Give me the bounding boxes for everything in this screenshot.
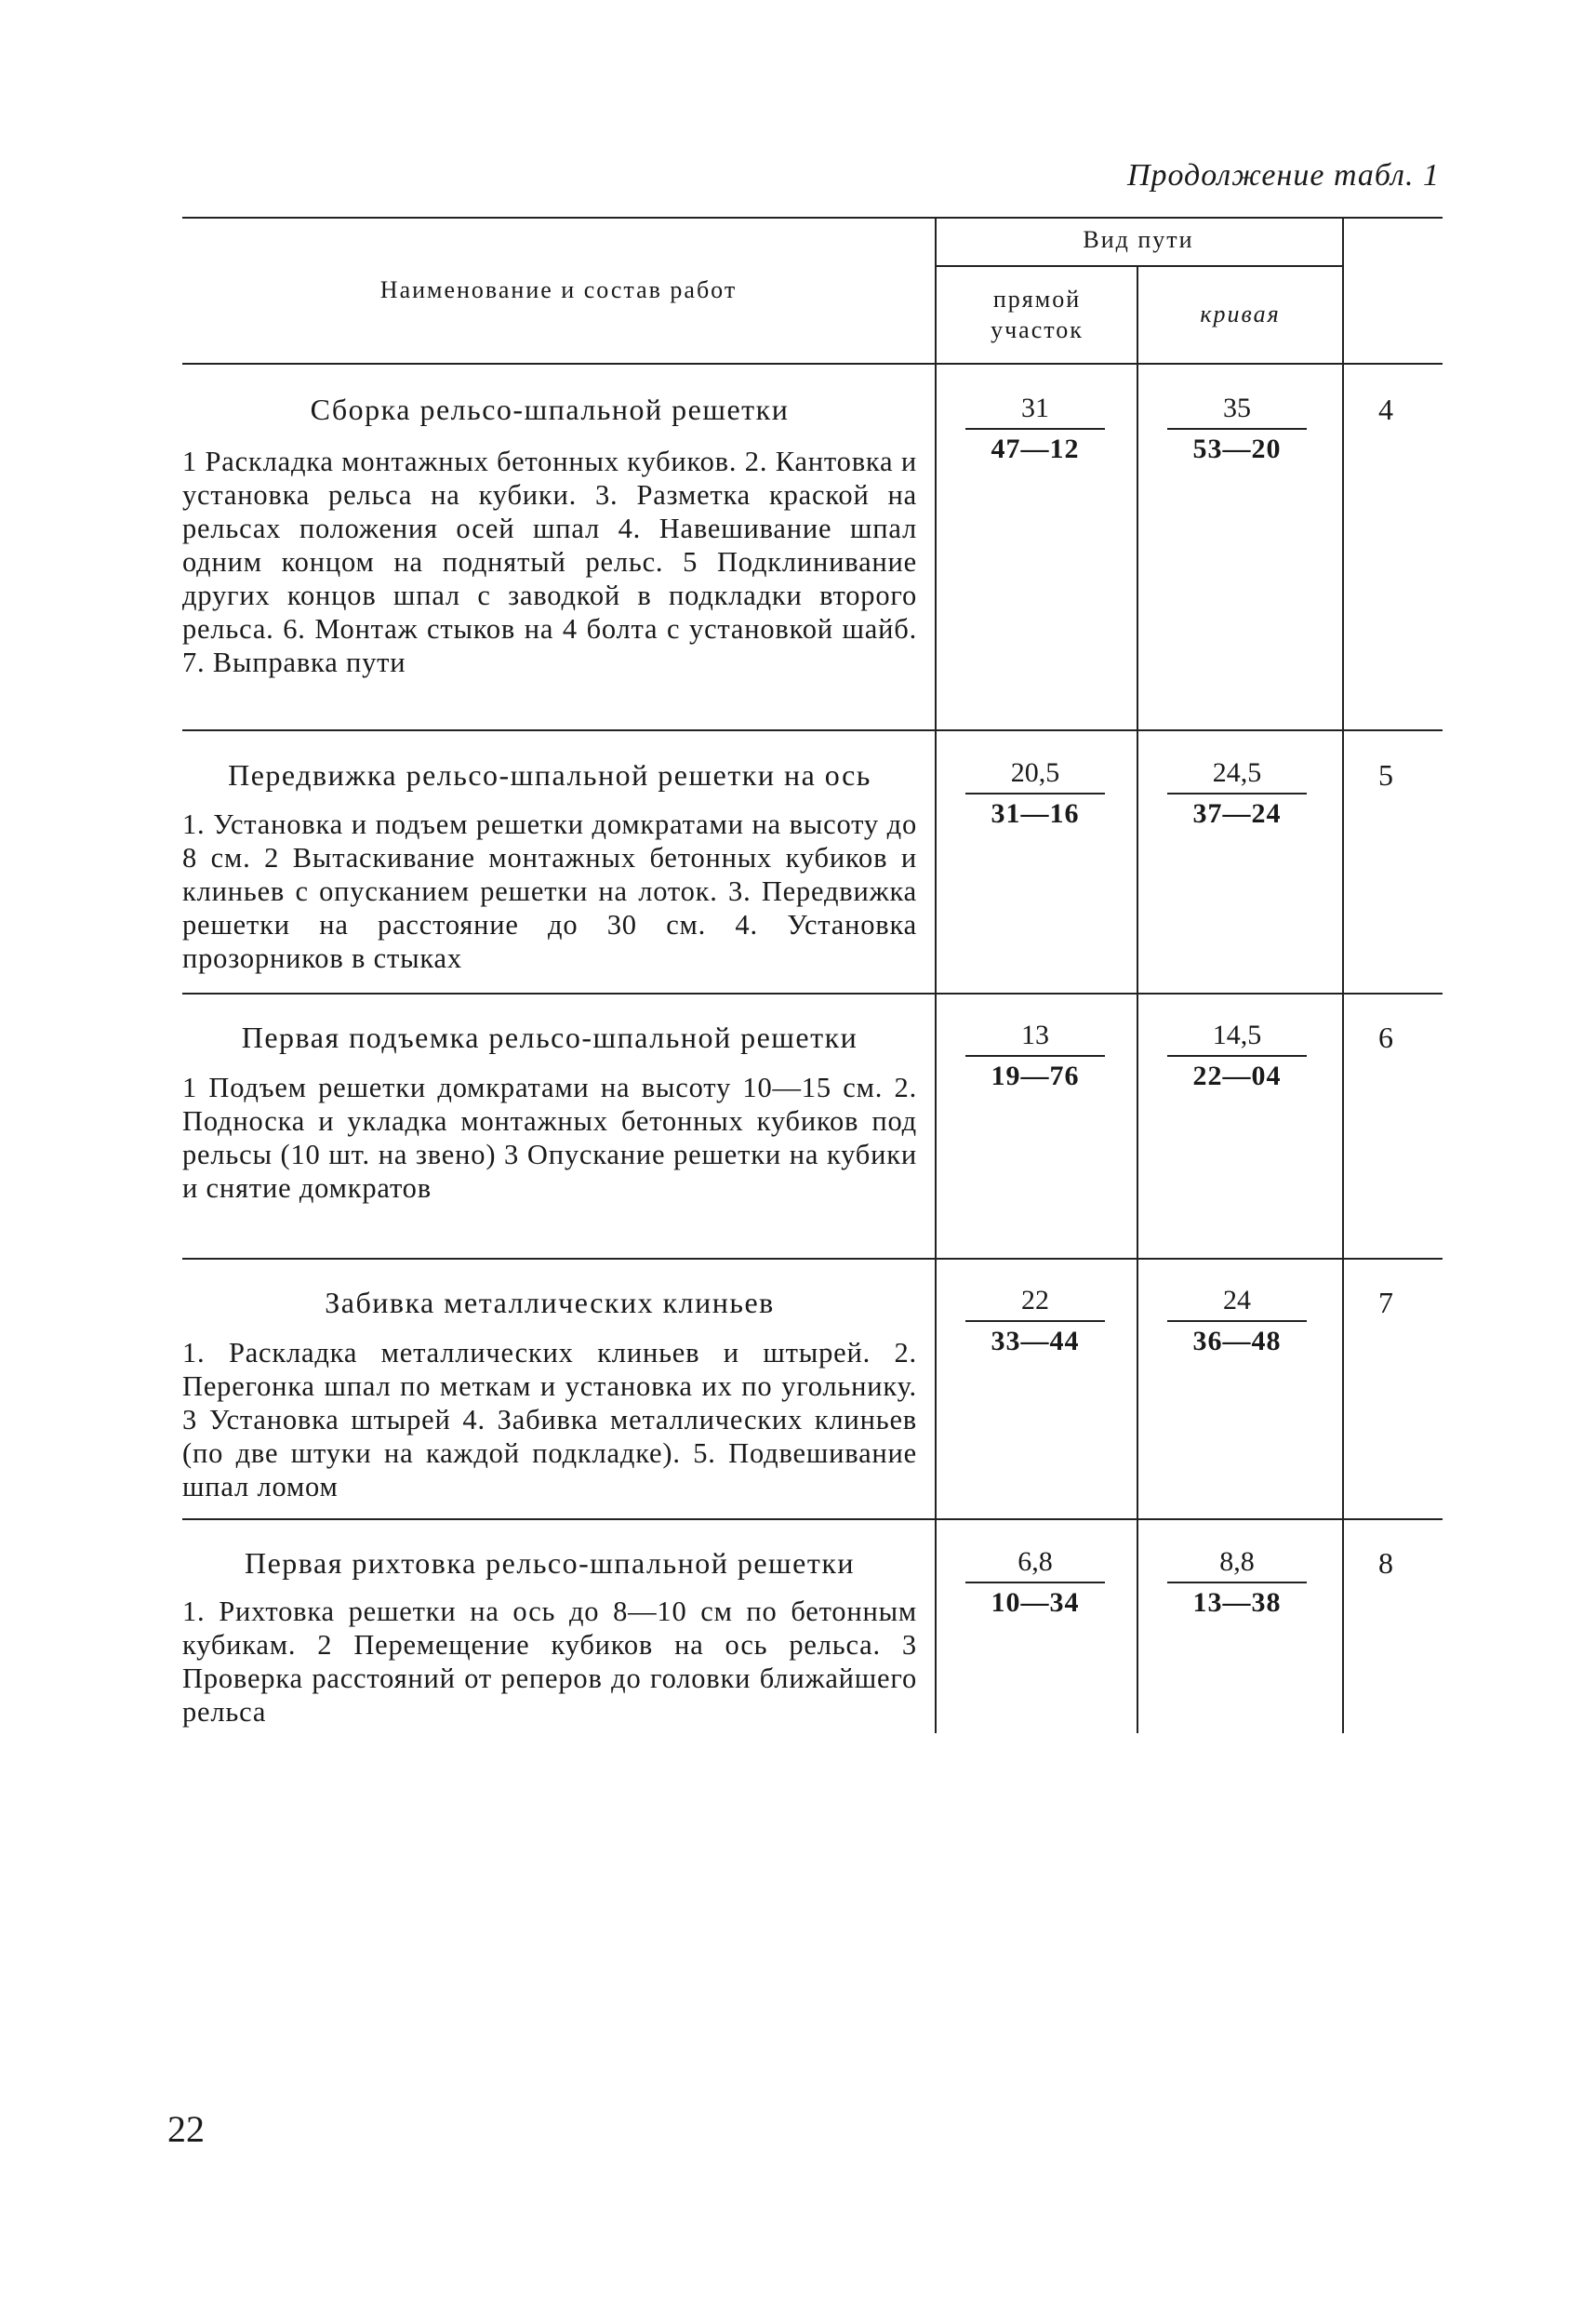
- row-title: Первая рихтовка рельсо-шпальной решетки: [244, 1546, 856, 1580]
- row-divider: [182, 1518, 1443, 1520]
- row-number: 7: [1378, 1286, 1393, 1319]
- header-bottom-rule: [182, 363, 1443, 365]
- row-number: 6: [1378, 1021, 1393, 1054]
- curve-value: $\frac{14,5}{22—04}$: [1167, 1018, 1307, 1096]
- straight-value: $\frac{13}{19—76}$: [965, 1018, 1105, 1096]
- row-title: Сборка рельсо-шпальной решетки: [310, 393, 790, 426]
- column-divider: [1137, 265, 1138, 1733]
- row-description: 1 Раскладка монтажных бетонных кубиков. 2. Кантовка и установка рельса на кубики. 3. Разметка краской на рельсах положения осей шпал 4. Навешивание шпал одним концом на поднятый рельс. 5 Подклинивание других концов шпал с заводкой в подкладки второго рельса. 6. Монтаж стыков на 4 болта с установкой шайб. 7. Выправка пути: [182, 446, 917, 678]
- header-name-column: Наименование и состав работ: [379, 276, 738, 303]
- row-description: 1. Раскладка металлических клиньев и штырей. 2. Перегонка шпал по меткам и установка их по угольнику. 3 Установка штырей 4. Забивка металлических клиньев (по две штуки на каждой подкладке). 5. Подвешивание шпал ломом: [182, 1337, 917, 1502]
- straight-value: $\frac{20,5}{31—16}$: [965, 755, 1105, 834]
- row-number: 8: [1378, 1546, 1393, 1580]
- curve-value: $\frac{24,5}{37—24}$: [1167, 755, 1307, 834]
- row-description: 1. Рихтовка решетки на ось до 8—10 см по бетонным кубикам. 2 Перемещение кубиков на ось рельса. 3 Проверка расстояний от реперов до головки ближайшего рельса: [182, 1596, 917, 1728]
- row-number: 4: [1378, 393, 1393, 426]
- row-divider: [182, 1258, 1443, 1260]
- curve-value: $\frac{8,8}{13—38}$: [1167, 1544, 1307, 1622]
- table-caption: Продолжение табл. 1: [1126, 158, 1440, 193]
- straight-value: $\frac{31}{47—12}$: [965, 391, 1105, 469]
- column-divider: [1342, 217, 1344, 1733]
- row-description: 1 Подъем решетки домкратами на высоту 10—15 см. 2. Подноска и укладка монтажных бетонных кубиков под рельсы (10 шт. на звено) 3 Опускание решетки на кубики и снятие домкратов: [182, 1072, 917, 1204]
- row-divider: [182, 993, 1443, 995]
- row-description: 1. Установка и подъем решетки домкратами на высоту до 8 см. 2 Вытаскивание монтажных бетонных кубиков и клиньев с опусканием решетки на лоток. 3. Передвижка решетки на расстояние до 30 см. 4. Установка прозорников в стыках: [182, 808, 917, 974]
- group-header-rule: [935, 265, 1344, 267]
- curve-value: $\frac{24}{36—48}$: [1167, 1283, 1307, 1361]
- row-title: Забивка металлических клиньев: [325, 1286, 775, 1319]
- header-straight: прямой участок: [991, 286, 1084, 343]
- row-number: 5: [1378, 758, 1393, 792]
- row-title: Передвижка рельсо-шпальной решетки на ось: [228, 758, 871, 792]
- table-top-rule: [182, 217, 1443, 219]
- header-curve: кривая: [1200, 300, 1281, 327]
- page-number: 22: [167, 2108, 205, 2150]
- straight-value: $\frac{22}{33—44}$: [965, 1283, 1105, 1361]
- header-track-type: Вид пути: [1083, 226, 1194, 253]
- straight-value: $\frac{6,8}{10—34}$: [965, 1544, 1105, 1622]
- curve-value: $\frac{35}{53—20}$: [1167, 391, 1307, 469]
- row-divider: [182, 729, 1443, 731]
- row-title: Первая подъемка рельсо-шпальной решетки: [241, 1021, 858, 1054]
- column-divider: [935, 217, 937, 1733]
